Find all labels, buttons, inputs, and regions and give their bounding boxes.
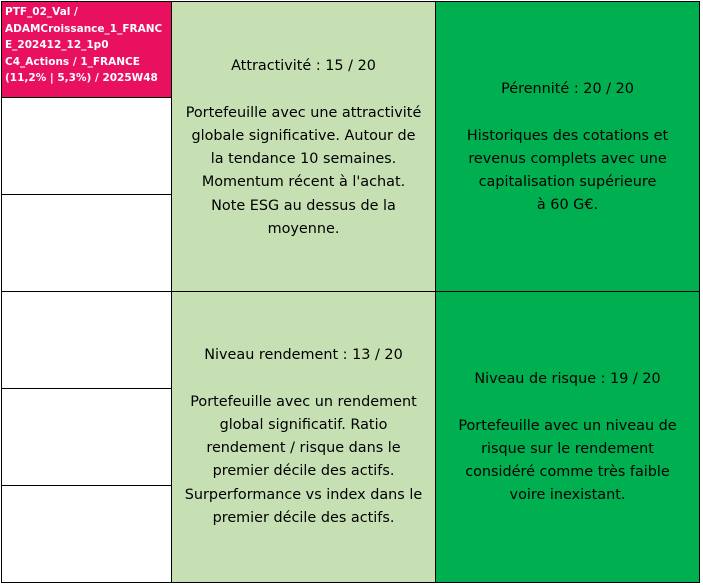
portfolio-header-line: C4_Actions / 1_FRANCE: [5, 55, 140, 68]
perennite-text-line: revenus complets avec une: [468, 150, 667, 167]
risque-text-line: Portefeuille avec un niveau de: [458, 417, 677, 434]
attractivite-card: [171, 1, 436, 292]
empty-cell: [1, 388, 172, 486]
risque-title: Niveau de risque : 19 / 20: [474, 371, 661, 387]
rendement-text-line: premier décile des actifs.: [212, 463, 395, 480]
empty-cell: [1, 97, 172, 195]
attractivite-text-line: globale significative. Autour de: [191, 127, 416, 144]
risque-text-line: voire inexistant.: [509, 487, 626, 504]
rendement-card: [171, 291, 436, 583]
risque-text-line: considéré comme très faible: [465, 464, 670, 481]
empty-cell: [1, 291, 172, 389]
rendement-text-line: premier décile des actifs.: [212, 510, 395, 527]
empty-cell: [1, 194, 172, 292]
perennite-text-line: capitalisation supérieure: [478, 174, 657, 191]
portfolio-header-line: E_202412_12_1p0: [5, 39, 109, 51]
perennite-text-line: Historiques des cotations et: [466, 127, 669, 144]
rendement-text-line: Surperformance vs index dans le: [184, 486, 423, 503]
portfolio-header-line: (11,2% | 5,3%) / 2025W48: [5, 72, 158, 84]
attractivite-text-line: moyenne.: [267, 221, 340, 238]
empty-cell: [1, 485, 172, 583]
rendement-text-line: global significatif. Ratio: [219, 416, 388, 433]
portfolio-header-line: PTF_02_Val /: [5, 6, 78, 18]
attractivite-text-line: Note ESG au dessus de la: [211, 197, 396, 214]
attractivite-text-line: Portefeuille avec une attractivité: [185, 104, 422, 121]
perennite-text-line: à 60 G€.: [536, 197, 599, 214]
risque-card: [435, 291, 700, 583]
rendement-text-line: rendement / risque dans le: [206, 440, 401, 457]
rendement-title: Niveau rendement : 13 / 20: [204, 347, 403, 363]
attractivite-text-line: Momentum récent à l'achat.: [201, 174, 406, 191]
perennite-title: Pérennité : 20 / 20: [501, 81, 634, 97]
portfolio-header-cell: [1, 1, 172, 98]
risque-text-line: risque sur le rendement: [481, 440, 654, 457]
attractivite-title: Attractivité : 15 / 20: [231, 58, 376, 74]
rendement-text-line: Portefeuille avec un rendement: [190, 393, 417, 410]
attractivite-text-line: la tendance 10 semaines.: [210, 151, 397, 168]
perennite-card: [435, 1, 700, 292]
portfolio-header-line: ADAMCroissance_1_FRANC: [5, 22, 163, 35]
